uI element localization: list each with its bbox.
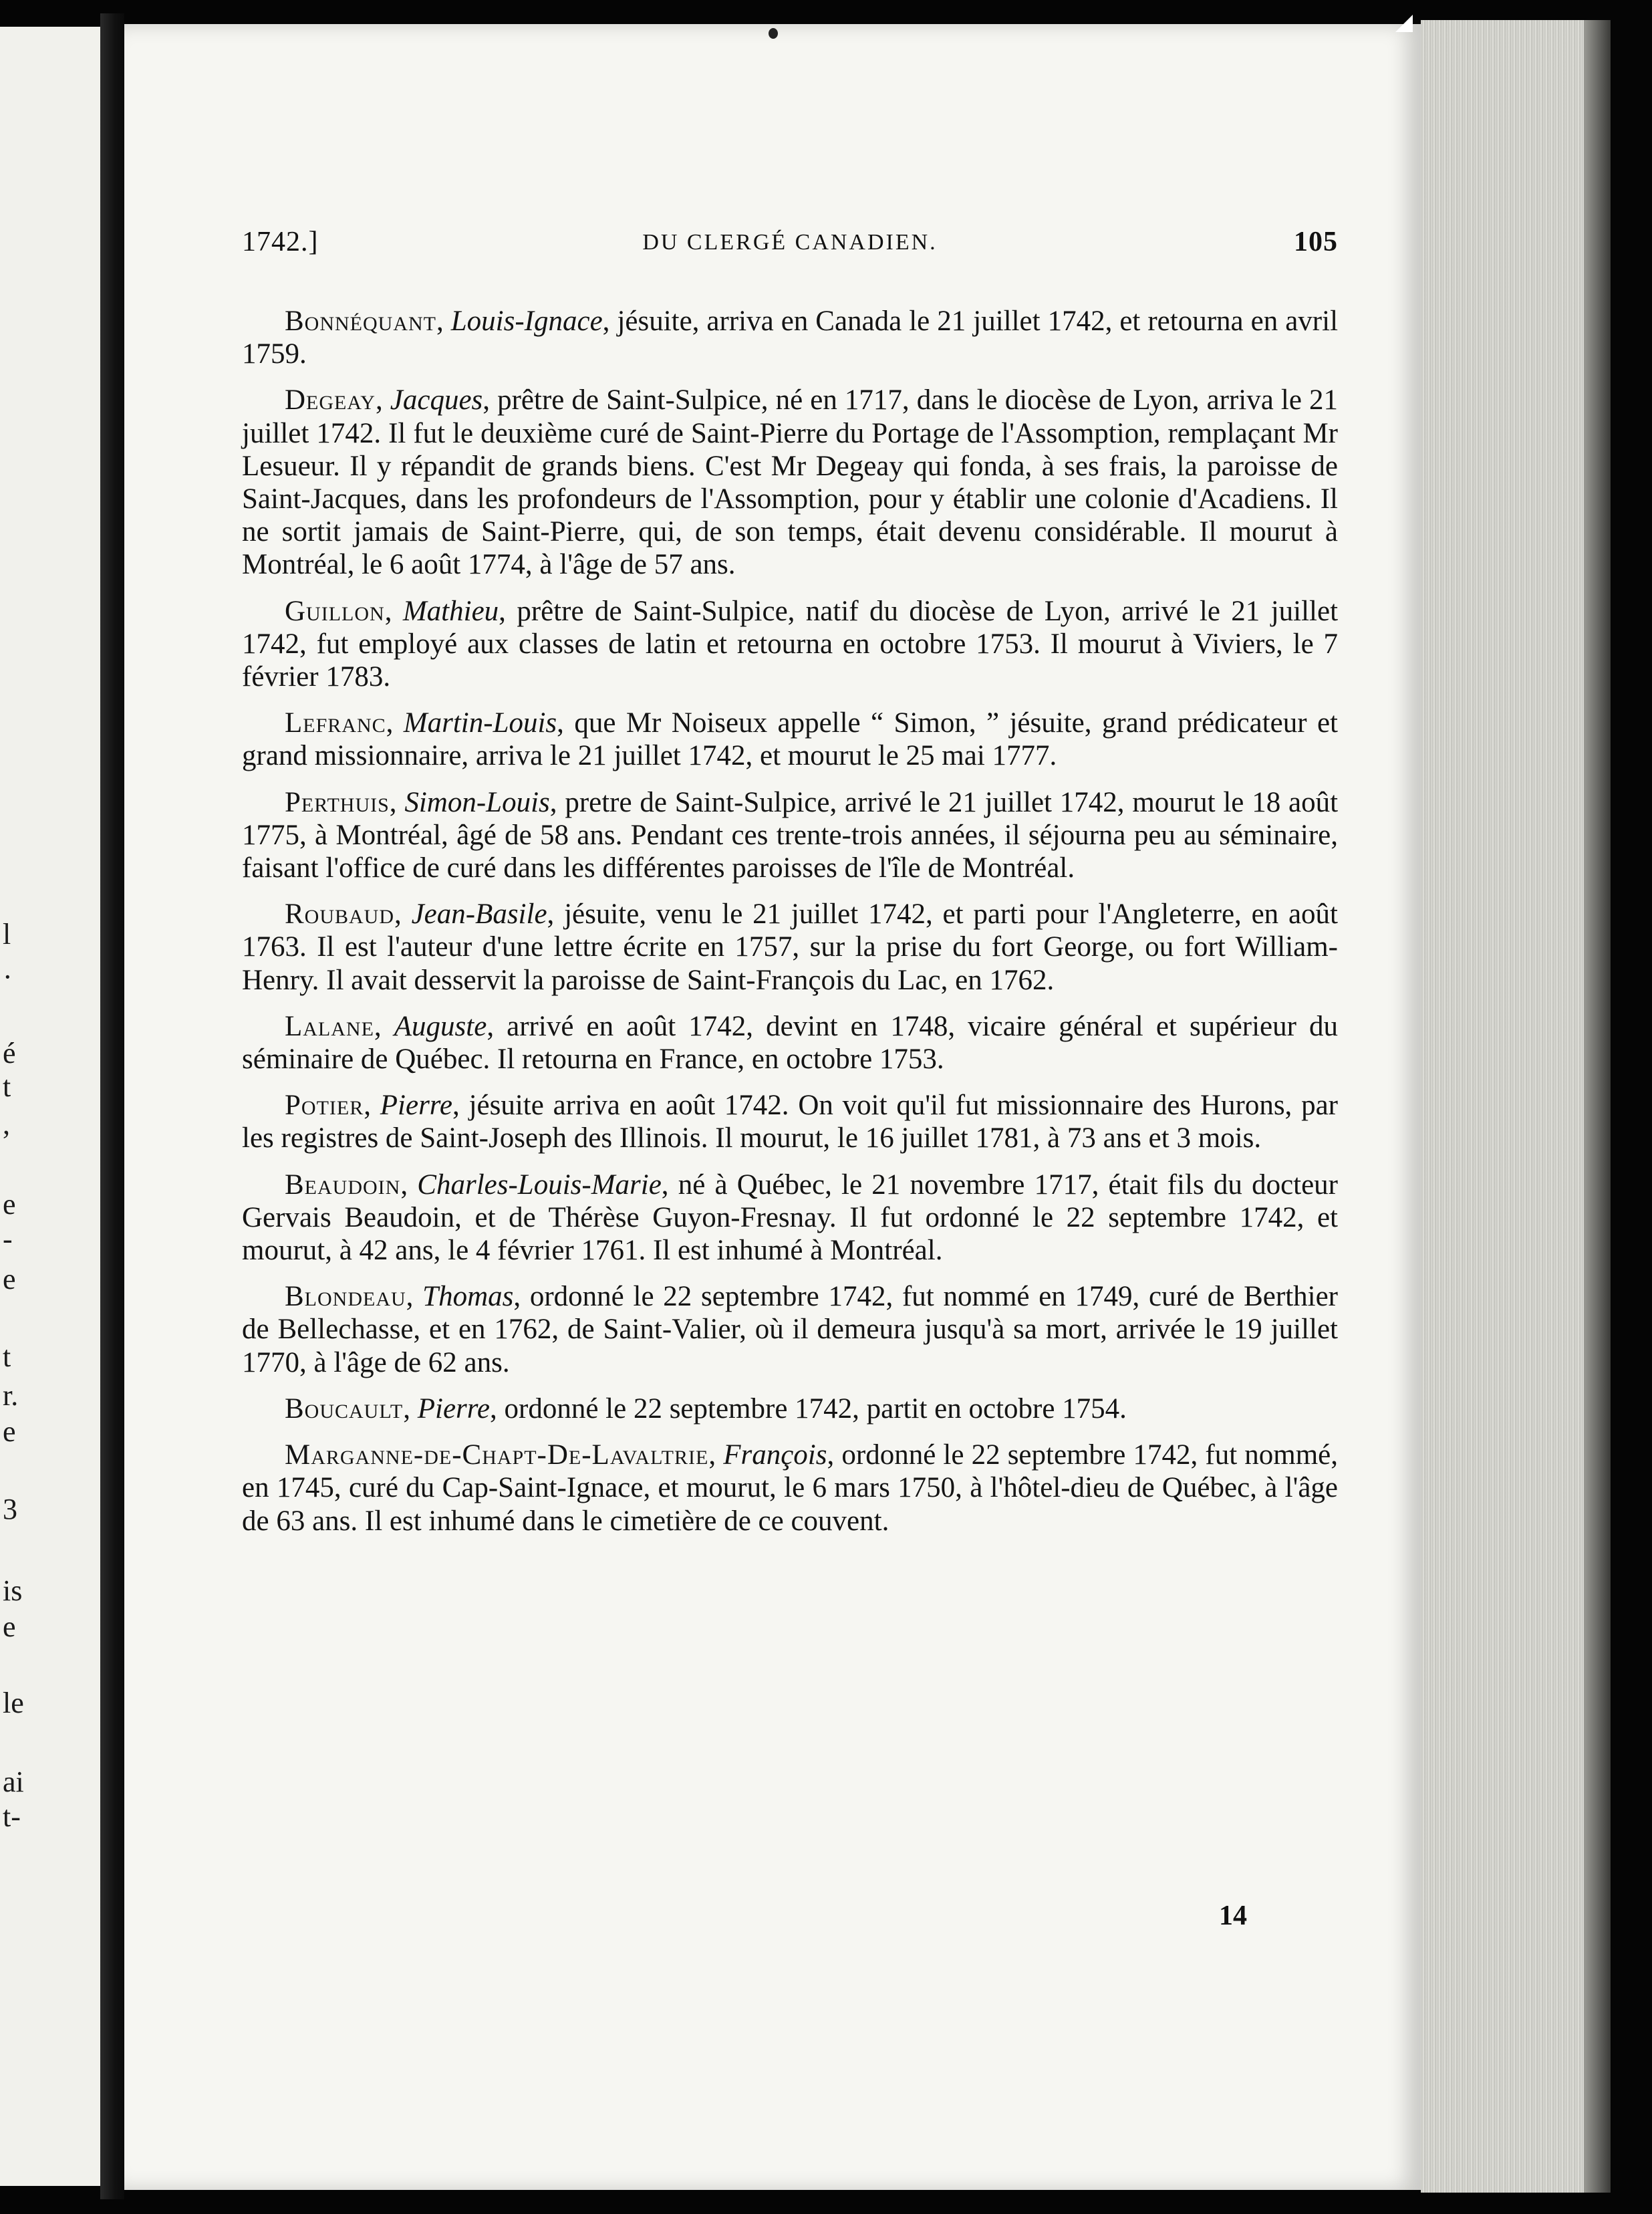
prev-page-fragment: ai	[3, 1765, 24, 1798]
entry-given-name: Martin-Louis	[403, 707, 557, 739]
entry-text: né à Québec, le 21 novembre 1717, était fils du docteur Gervais Beaudoin, et de Thérèse Guyon-Fresnay. Il fut ordonné le 22 septembre 1742, et mourut, à 42 ans, le 4 février 1761. Il est inhumé à Montréal.	[242, 1168, 1339, 1267]
entry-surname: Lalane	[285, 1010, 374, 1042]
entry-text: prêtre de Saint-Sulpice, né en 1717, dans le diocèse de Lyon, arriva le 21 juillet 1742. Il fut le deuxième curé de Saint-Pierre du Portage de l'Assomption, remplaçant Mr Lesueur. Il y répandit de grands biens. C'est Mr Degeay qui fonda, à ses frais, la paroisse de Saint-Jacques, dans les profondeurs de l'Assomption, pour y établir une colonie d'Acadiens. Il ne sortit jamais de Saint-Pierre, qui, de son temps, était devenu considérable. Il mourut à Montréal, le 6 août 1774, à l'âge de 57 ans.	[242, 384, 1339, 581]
prev-page-fragment: 3	[3, 1493, 17, 1525]
header-date: 1742.]	[242, 227, 319, 257]
entry-text: jésuite arriva en août 1742. On voit qu'il fut missionnaire des Hurons, par les registres de Saint-Joseph des Illinois. Il mourut, le 16 juillet 1781, à 73 ans et 3 mois.	[242, 1090, 1338, 1154]
entry-surname: Blondeau	[285, 1281, 406, 1313]
prev-page-fragment: e	[3, 1610, 16, 1643]
entry-surname: Perthuis	[285, 786, 390, 818]
page-edge-shadow	[1584, 20, 1611, 2193]
prev-page-fragment: t	[3, 1070, 11, 1103]
biography-entry: Lalane, Auguste, arrivé en août 1742, devint en 1748, vicaire général et supérieur du séminaire de Québec. Il retourna en France, en octobre 1753.	[242, 1010, 1339, 1076]
entry-given-name: Jacques	[390, 384, 483, 416]
entry-surname: Bonnéquant	[285, 305, 436, 337]
entry-surname: Lefranc	[285, 707, 386, 739]
signature-mark: 14	[1219, 1900, 1247, 1931]
entry-surname: Beaudoin	[285, 1168, 401, 1201]
ink-dot	[769, 28, 778, 39]
page-edge-stack	[1421, 20, 1584, 2193]
entry-given-name: Charles-Louis-Marie	[417, 1168, 662, 1201]
header-title: DU CLERGÉ CANADIEN.	[642, 230, 938, 255]
entry-text: prêtre de Saint-Sulpice, natif du diocèse de Lyon, arrivé le 21 juillet 1742, fut employé aux classes de latin et retourna en octobre 1753. Il mourut à Viviers, le 7 février 1783.	[242, 595, 1339, 693]
biography-entry: Roubaud, Jean-Basile, jésuite, venu le 21 juillet 1742, et parti pour l'Angleterre, en août 1763. Il est l'auteur d'une lettre écrite en 1757, sur la prise du fort George, ou fort William-Henry. Il avait desservit la paroisse de Saint-François du Lac, en 1762.	[242, 898, 1339, 996]
entry-surname: Degeay	[285, 384, 376, 416]
biography-entry: Guillon, Mathieu, prêtre de Saint-Sulpice, natif du diocèse de Lyon, arrivé le 21 juillet 1742, fut employé aux classes de latin et retourna en octobre 1753. Il mourut à Viviers, le 7 février 1783.	[242, 595, 1339, 693]
entry-given-name: Jean-Basile	[411, 898, 547, 931]
prev-page-fragment: ·	[3, 961, 13, 993]
entry-text: ordonné le 22 septembre 1742, fut nommé, en 1745, curé du Cap-Saint-Ignace, et mourut, le 6 mars 1750, à l'hôtel-dieu de Québec, à l'âge de 63 ans. Il est inhumé dans le cimetière de ce couvent.	[242, 1439, 1339, 1537]
entry-given-name: Auguste	[394, 1010, 487, 1042]
previous-page-sliver	[0, 27, 100, 2186]
entry-surname: Roubaud	[285, 898, 395, 931]
entry-given-name: Pierre	[380, 1090, 453, 1122]
entry-given-name: Mathieu	[402, 595, 499, 627]
entry-text: ordonné le 22 septembre 1742, partit en octobre 1754.	[504, 1392, 1127, 1425]
biography-entry: Marganne-de-Chapt-De-Lavaltrie, François, ordonné le 22 septembre 1742, fut nommé, en 1745, curé du Cap-Saint-Ignace, et mourut, le 6 mars 1750, à l'hôtel-dieu de Québec, à l'âge de 63 ans. Il est inhumé dans le cimetière de ce couvent.	[242, 1439, 1339, 1537]
entry-given-name: Simon-Louis	[404, 786, 550, 818]
running-header	[242, 226, 1338, 266]
entry-surname: Marganne-de-Chapt-De-Lavaltrie	[285, 1439, 709, 1471]
prev-page-fragment: e	[3, 1188, 16, 1221]
prev-page-fragment: t-	[3, 1800, 21, 1833]
prev-page-fragment: e	[3, 1263, 16, 1296]
prev-page-fragment: é	[3, 1037, 16, 1070]
entry-text: jésuite, arriva en Canada le 21 juillet 1742, et retourna en avril 1759.	[242, 305, 1339, 370]
entry-text: pretre de Saint-Sulpice, arrivé le 21 juillet 1742, mourut le 18 août 1775, à Montréal, âgé de 58 ans. Pendant ces trente-trois années, il séjourna peu au séminaire, faisant l'office de curé dans les différentes paroisses de l'île de Montréal.	[242, 786, 1339, 884]
page-body	[242, 305, 1338, 1551]
entry-text: ordonné le 22 septembre 1742, fut nommé en 1749, curé de Berthier de Bellechasse, et en 1762, de Saint-Valier, où il demeura jusqu'à sa mort, arrivée le 19 juillet 1770, à l'âge de 62 ans.	[242, 1281, 1338, 1378]
entry-given-name: Pierre	[417, 1392, 491, 1425]
prev-page-fragment: ,	[3, 1108, 10, 1140]
book-gutter	[100, 13, 124, 2199]
biography-entry: Boucault, Pierre, ordonné le 22 septembre 1742, partit en octobre 1754.	[285, 1392, 1127, 1425]
biography-entry: Bonnéquant, Louis-Ignace, jésuite, arriva en Canada le 21 juillet 1742, et retourna en avril 1759.	[242, 305, 1339, 370]
entry-text: jésuite, venu le 21 juillet 1742, et parti pour l'Angleterre, en août 1763. Il est l'auteur d'une lettre écrite en 1757, sur la prise du fort George, ou fort William-Henry. Il avait desservit la paroisse de Saint-François du Lac, en 1762.	[242, 898, 1339, 996]
biography-entry: Degeay, Jacques, prêtre de Saint-Sulpice, né en 1717, dans le diocèse de Lyon, arriva le 21 juillet 1742. Il fut le deuxième curé de Saint-Pierre du Portage de l'Assomption, remplaçant Mr Lesueur. Il y répandit de grands biens. C'est Mr Degeay qui fonda, à ses frais, la paroisse de Saint-Jacques, dans les profondeurs de l'Assomption, pour y établir une colonie d'Acadiens. Il ne sortit jamais de Saint-Pierre, qui, de son temps, était devenu considérable. Il mourut à Montréal, le 6 août 1774, à l'âge de 57 ans.	[242, 384, 1339, 581]
biography-entry: Beaudoin, Charles-Louis-Marie, né à Québec, le 21 novembre 1717, était fils du docteur Gervais Beaudoin, et de Thérèse Guyon-Fresnay. Il fut ordonné le 22 septembre 1742, et mourut, à 42 ans, le 4 février 1761. Il est inhumé à Montréal.	[242, 1168, 1339, 1267]
prev-page-fragment: e	[3, 1415, 16, 1448]
biography-entry: Blondeau, Thomas, ordonné le 22 septembre 1742, fut nommé en 1749, curé de Berthier de Bellechasse, et en 1762, de Saint-Valier, où il demeura jusqu'à sa mort, arrivée le 19 juillet 1770, à l'âge de 62 ans.	[242, 1281, 1338, 1378]
entry-surname: Potier	[285, 1090, 364, 1122]
prev-page-fragment: is	[3, 1574, 23, 1607]
entry-given-name: Thomas	[422, 1281, 514, 1313]
entry-text: que Mr Noiseux appelle “ Simon, ” jésuite, grand prédicateur et grand missionnaire, arriva le 21 juillet 1742, et mourut le 25 mai 1777.	[242, 707, 1338, 772]
biography-entry: Perthuis, Simon-Louis, pretre de Saint-Sulpice, arrivé le 21 juillet 1742, mourut le 18 août 1775, à Montréal, âgé de 58 ans. Pendant ces trente-trois années, il séjourna peu au séminaire, faisant l'office de curé dans les différentes paroisses de l'île de Montréal.	[242, 786, 1339, 884]
page-number: 105	[1294, 227, 1338, 257]
previous-page-fragments	[0, 27, 100, 2186]
entry-surname: Guillon	[285, 595, 385, 627]
prev-page-fragment: l	[3, 918, 11, 951]
prev-page-fragment: le	[3, 1687, 24, 1719]
entry-surname: Boucault	[285, 1392, 404, 1425]
entry-text: arrivé en août 1742, devint en 1748, vicaire général et supérieur du séminaire de Québec. Il retourna en France, en octobre 1753.	[242, 1010, 1339, 1076]
book-page	[124, 24, 1421, 2190]
prev-page-fragment: t	[3, 1340, 11, 1373]
biography-entry: Potier, Pierre, jésuite arriva en août 1742. On voit qu'il fut missionnaire des Hurons, par les registres de Saint-Joseph des Illinois. Il mourut, le 16 juillet 1781, à 73 ans et 3 mois.	[242, 1090, 1338, 1154]
entry-given-name: François	[723, 1439, 827, 1471]
entry-given-name: Louis-Ignace	[450, 305, 603, 337]
prev-page-fragment: r.	[3, 1379, 19, 1412]
biography-entry: Lefranc, Martin-Louis, que Mr Noiseux appelle “ Simon, ” jésuite, grand prédicateur et grand missionnaire, arriva le 21 juillet 1742, et mourut le 25 mai 1777.	[242, 707, 1338, 772]
prev-page-fragment: -	[3, 1223, 13, 1255]
